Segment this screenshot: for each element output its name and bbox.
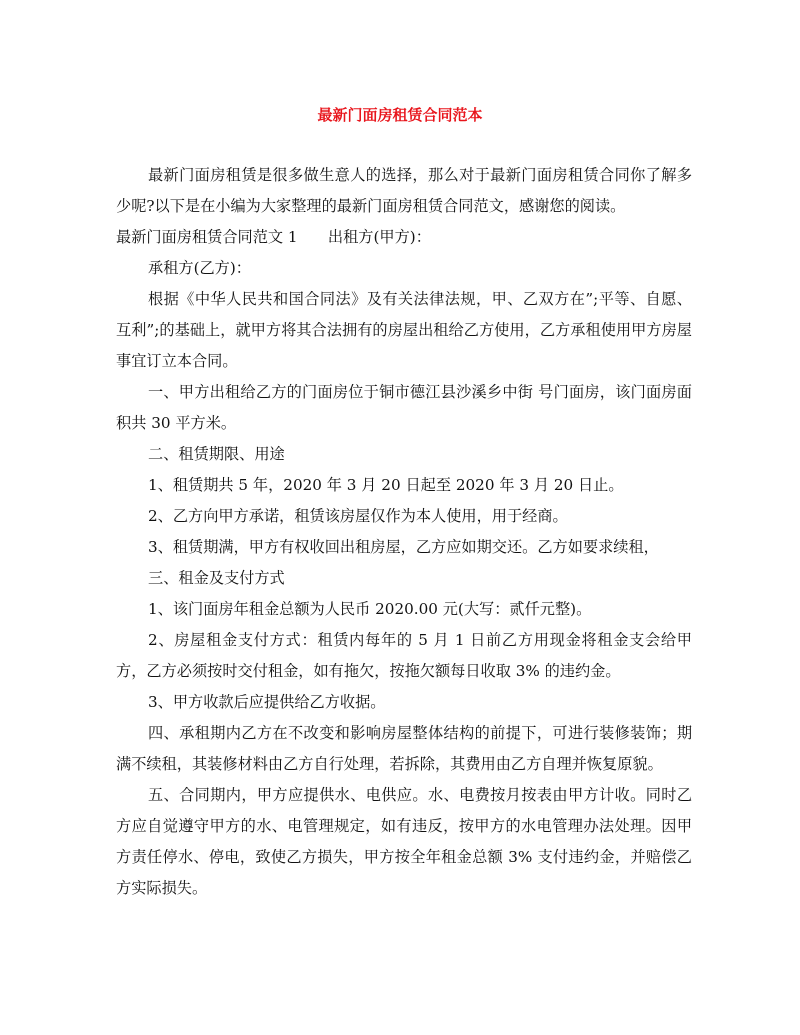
document-body	[116, 160, 692, 904]
document-title: 最新门面房租赁合同范本	[317, 106, 483, 124]
clause-1-location: 一、甲方出租给乙方的门面房位于铜市德江县沙溪乡中街 号门面房，该门面房面积共 30 平方米。	[116, 383, 692, 432]
clause-2-3-expiry: 3、租赁期满，甲方有权收回出租房屋，乙方应如期交还。乙方如要求续租，	[148, 538, 659, 556]
section-3-heading: 三、租金及支付方式	[148, 569, 285, 587]
section-2-heading: 二、租赁期限、用途	[148, 445, 285, 463]
clause-4-renovation: 四、承租期内乙方在不改变和影响房屋整体结构的前提下，可进行装修装饰；期满不续租，其装修材料由乙方自行处理，若拆除，其费用由乙方自理并恢复原貌。	[116, 724, 692, 773]
legal-basis-paragraph: 根据《中华人民共和国合同法》及有关法律法规，甲、乙双方在”;平等、自愿、互利”;的基础上，就甲方将其合法拥有的房屋出租给乙方使用，乙方承租使用甲方房屋事宜订立本合同。	[116, 290, 692, 370]
clause-2-1-term: 1、租赁期共 5 年，2020 年 3 月 20 日起至 2020 年 3 月 20 日止。	[148, 476, 624, 494]
clause-3-2-payment: 2、房屋租金支付方式：租赁内每年的 5 月 1 日前乙方用现金将租金支会给甲方，乙方必须按时交付租金，如有拖欠，按拖欠额每日收取 3% 的违约金。	[116, 631, 692, 680]
clause-2-2-use: 2、乙方向甲方承诺，租赁该房屋仅作为本人使用，用于经商。	[148, 507, 568, 525]
clause-3-3-receipt: 3、甲方收款后应提供给乙方收据。	[148, 693, 386, 711]
clause-5-utilities: 五、合同期内，甲方应提供水、电供应。水、电费按月按表由甲方计收。同时乙方应自觉遵守甲方的水、电管理规定，如有违反，按甲方的水电管理办法处理。因甲方责任停水、停电，致使乙方损失，甲方按全年租金总额 3% 支付违约金，并赔偿乙方实际损失。	[116, 786, 692, 897]
sample-heading-lessor: 最新门面房租赁合同范文 1 出租方(甲方)：	[116, 228, 431, 246]
clause-3-1-rent: 1、该门面房年租金总额为人民币 2020.00 元(大写：贰仟元整)。	[148, 600, 592, 618]
intro-paragraph: 最新门面房租赁是很多做生意人的选择，那么对于最新门面房租赁合同你了解多少呢?以下是在小编为大家整理的最新门面房租赁合同范文，感谢您的阅读。	[116, 166, 692, 215]
lessee-line: 承租方(乙方)：	[148, 259, 251, 277]
